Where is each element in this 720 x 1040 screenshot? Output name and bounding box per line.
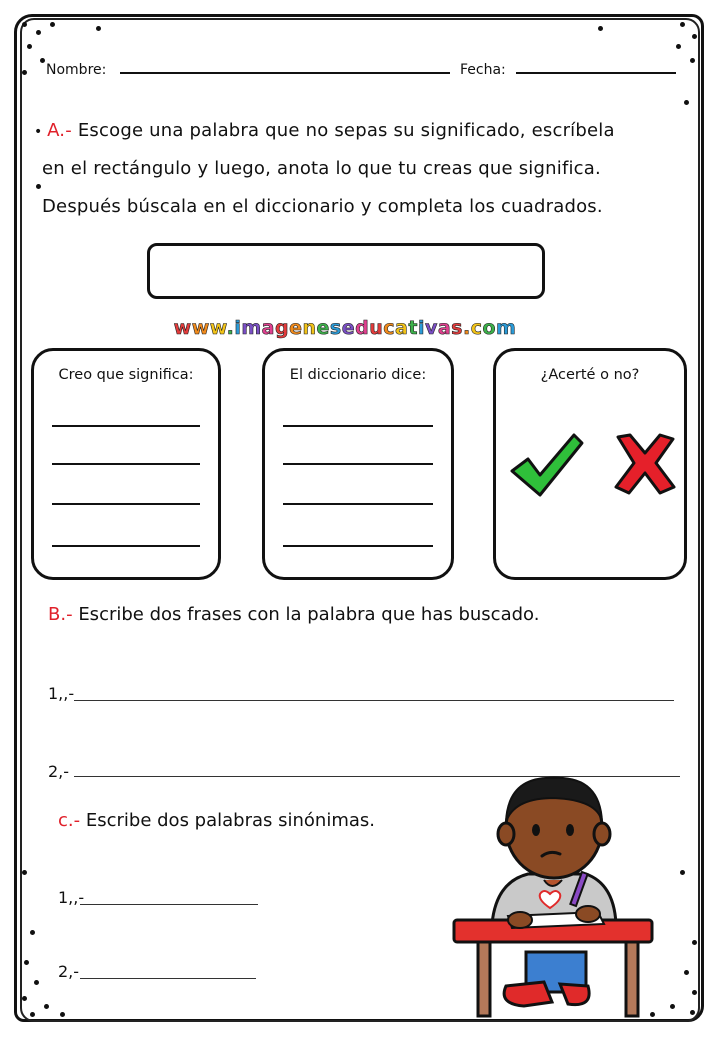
cross-icon[interactable] xyxy=(610,431,680,497)
sentence-1-label: 1,,- xyxy=(48,684,75,703)
synonym-2-label: 2,- xyxy=(58,962,80,981)
name-field[interactable] xyxy=(120,72,450,74)
writing-line[interactable] xyxy=(52,545,200,547)
watermark-url: www.imageneseducativas.com xyxy=(173,317,517,339)
name-label: Nombre: xyxy=(46,62,107,78)
writing-line[interactable] xyxy=(52,425,200,427)
writing-line[interactable] xyxy=(283,463,433,465)
section-a-line-3: Después búscala en el diccionario y completa los cuadrados. xyxy=(42,196,603,217)
synonym-1-label: 1,,- xyxy=(58,888,85,907)
word-box[interactable] xyxy=(147,243,545,299)
card-creo-que-significa xyxy=(31,348,221,580)
section-a-line-1: • A.- Escoge una palabra que no sepas su significado, escríbela xyxy=(34,120,615,141)
sentence-2-label: 2,- xyxy=(48,762,70,781)
section-a-letter: A.- xyxy=(47,120,72,141)
section-c-instruction: c.- Escribe dos palabras sinónimas. xyxy=(58,810,375,831)
date-label: Fecha: xyxy=(460,62,506,78)
writing-line[interactable] xyxy=(283,503,433,505)
writing-line[interactable] xyxy=(283,545,433,547)
card-title: Creo que significa: xyxy=(58,367,194,383)
card-diccionario-dice xyxy=(262,348,454,580)
section-a-line-2: en el rectángulo y luego, anota lo que tu creas que significa. xyxy=(42,158,601,179)
card-acerte-o-no xyxy=(493,348,687,580)
synonym-1-line[interactable] xyxy=(80,904,258,905)
card-title: El diccionario dice: xyxy=(289,367,427,383)
card-title: ¿Acerté o no? xyxy=(540,367,640,383)
synonym-2-line[interactable] xyxy=(80,978,256,979)
section-b-instruction: B.- Escribe dos frases con la palabra que has buscado. xyxy=(48,604,540,625)
writing-line[interactable] xyxy=(52,503,200,505)
writing-line[interactable] xyxy=(283,425,433,427)
boy-writing-at-desk-icon xyxy=(448,772,658,1020)
sentence-1-line[interactable] xyxy=(74,700,674,701)
date-field[interactable] xyxy=(516,72,676,74)
check-icon[interactable] xyxy=(506,429,586,501)
writing-line[interactable] xyxy=(52,463,200,465)
